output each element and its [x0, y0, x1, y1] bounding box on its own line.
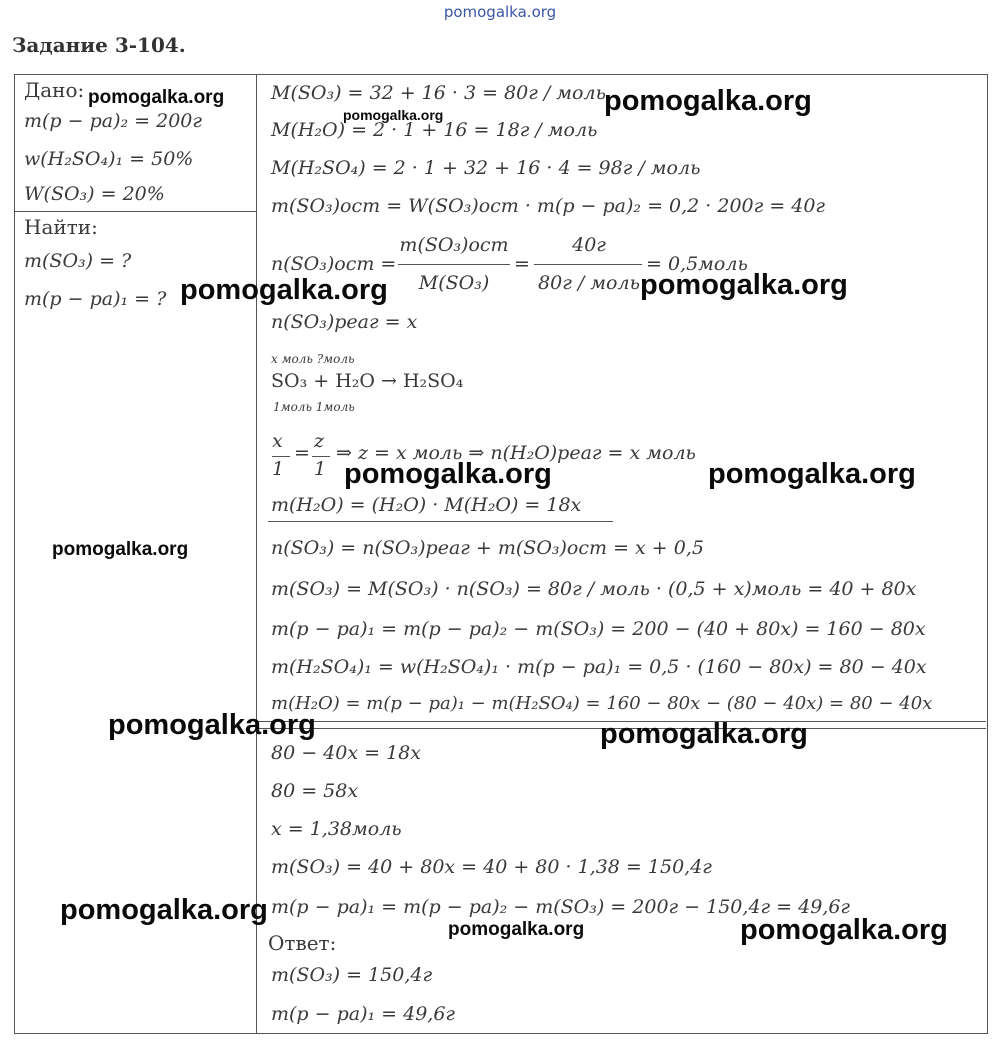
solution-line-16: 80 = 58x [271, 780, 359, 802]
underline-divider [268, 521, 613, 522]
watermark: pomogalka.org [180, 274, 388, 306]
solution-line-13: m(H₂SO₄)₁ = w(H₂SO₄)₁ · m(p − pa)₁ = 0,5 · (160 − 80x) = 80 − 40x [271, 656, 927, 678]
find-line-1: m(SO₃) = ? [24, 250, 132, 272]
given-line-2: w(H₂SO₄)₁ = 50% [24, 148, 194, 170]
watermark: pomogalka.org [448, 919, 585, 940]
watermark: pomogalka.org [640, 269, 848, 301]
given-divider [14, 211, 257, 212]
solution-line-19: m(p − pa)₁ = m(p − pa)₂ − m(SO₃) = 200г − 150,4г = 49,6г [271, 896, 851, 918]
solution-line-4: m(SO₃)ост = W(SO₃)ост · m(p − pa)₂ = 0,2 · 200г = 40г [271, 195, 826, 217]
fraction-1-numerator: m(SO₃)ост [399, 234, 509, 256]
fraction-2-bar [534, 264, 642, 265]
ratio-1-bar [272, 456, 290, 457]
solution-line-5-left: n(SO₃)ост = [271, 253, 397, 275]
solution-line-6: n(SO₃)реаг = x [271, 311, 418, 333]
watermark: pomogalka.org [740, 914, 948, 946]
fraction-2-denominator: 80г / моль [538, 272, 640, 294]
reaction-equation: SO₃ + H₂O → H₂SO₄ [271, 370, 464, 392]
solution-line-9: m(H₂O) = (H₂O) · M(H₂O) = 18x [271, 494, 582, 516]
ratio-1-denominator: 1 [272, 458, 285, 480]
watermark: pomogalka.org [52, 539, 189, 560]
ratio-2-bar [312, 456, 330, 457]
solution-line-5-result: = 0,5моль [646, 253, 748, 275]
fraction-1-bar [398, 264, 510, 265]
given-line-1: m(p − pa)₂ = 200г [24, 110, 202, 132]
watermark: pomogalka.org [60, 894, 268, 926]
fraction-1-denominator: M(SO₃) [418, 272, 490, 294]
solution-line-1: M(SO₃) = 32 + 16 · 3 = 80г / моль [271, 82, 606, 104]
solution-line-15: 80 − 40x = 18x [271, 742, 421, 764]
solution-line-12: m(p − pa)₁ = m(p − pa)₂ − m(SO₃) = 200 − (40 + 80x) = 160 − 80x [271, 618, 926, 640]
watermark: pomogalka.org [108, 709, 316, 741]
answer-line-2: m(p − pa)₁ = 49,6г [271, 1003, 456, 1025]
ratio-2-numerator: z [314, 430, 325, 452]
given-header: Дано: [24, 78, 85, 102]
find-line-2: m(p − pa)₁ = ? [24, 288, 167, 310]
answer-header: Ответ: [268, 931, 337, 955]
column-divider [256, 74, 257, 1034]
site-link[interactable]: pomogalka.org [443, 3, 557, 21]
solution-line-18: m(SO₃) = 40 + 80x = 40 + 80 · 1,38 = 150,4г [271, 856, 712, 878]
solution-line-17: x = 1,38моль [271, 818, 402, 840]
reaction-top-labels: x моль ?моль [271, 352, 355, 366]
solution-line-2: M(H₂O) = 2 · 1 + 16 = 18г / моль [271, 119, 598, 141]
solution-line-5-equals: = [514, 253, 530, 275]
solution-line-14: m(H₂O) = m(p − pa)₁ − m(H₂SO₄) = 160 − 80x − (80 − 40x) = 80 − 40x [271, 693, 933, 714]
reaction-bottom-labels: 1моль 1моль [273, 400, 355, 414]
ratio-1-numerator: x [272, 430, 283, 452]
watermark: pomogalka.org [88, 87, 225, 108]
fraction-2-numerator: 40г [572, 234, 606, 256]
watermark: pomogalka.org [604, 85, 812, 117]
answer-line-1: m(SO₃) = 150,4г [271, 964, 433, 986]
solution-line-8-rest: ⇒ z = x моль ⇒ n(H₂O)реаг = x моль [336, 442, 696, 464]
solution-line-10: n(SO₃) = n(SO₃)реаг + m(SO₃)ост = x + 0,5 [271, 537, 704, 559]
task-title: Задание 3-104. [12, 33, 186, 57]
ratio-equals: = [294, 442, 310, 464]
ratio-2-denominator: 1 [314, 458, 327, 480]
given-line-3: W(SO₃) = 20% [24, 183, 165, 205]
watermark: pomogalka.org [344, 458, 552, 490]
solution-line-11: m(SO₃) = M(SO₃) · n(SO₃) = 80г / моль · (0,5 + x)моль = 40 + 80x [271, 578, 917, 600]
find-header: Найти: [24, 215, 98, 239]
watermark: pomogalka.org [343, 107, 444, 123]
solution-line-3: M(H₂SO₄) = 2 · 1 + 32 + 16 · 4 = 98г / моль [271, 157, 701, 179]
watermark: pomogalka.org [708, 458, 916, 490]
watermark: pomogalka.org [600, 718, 808, 750]
